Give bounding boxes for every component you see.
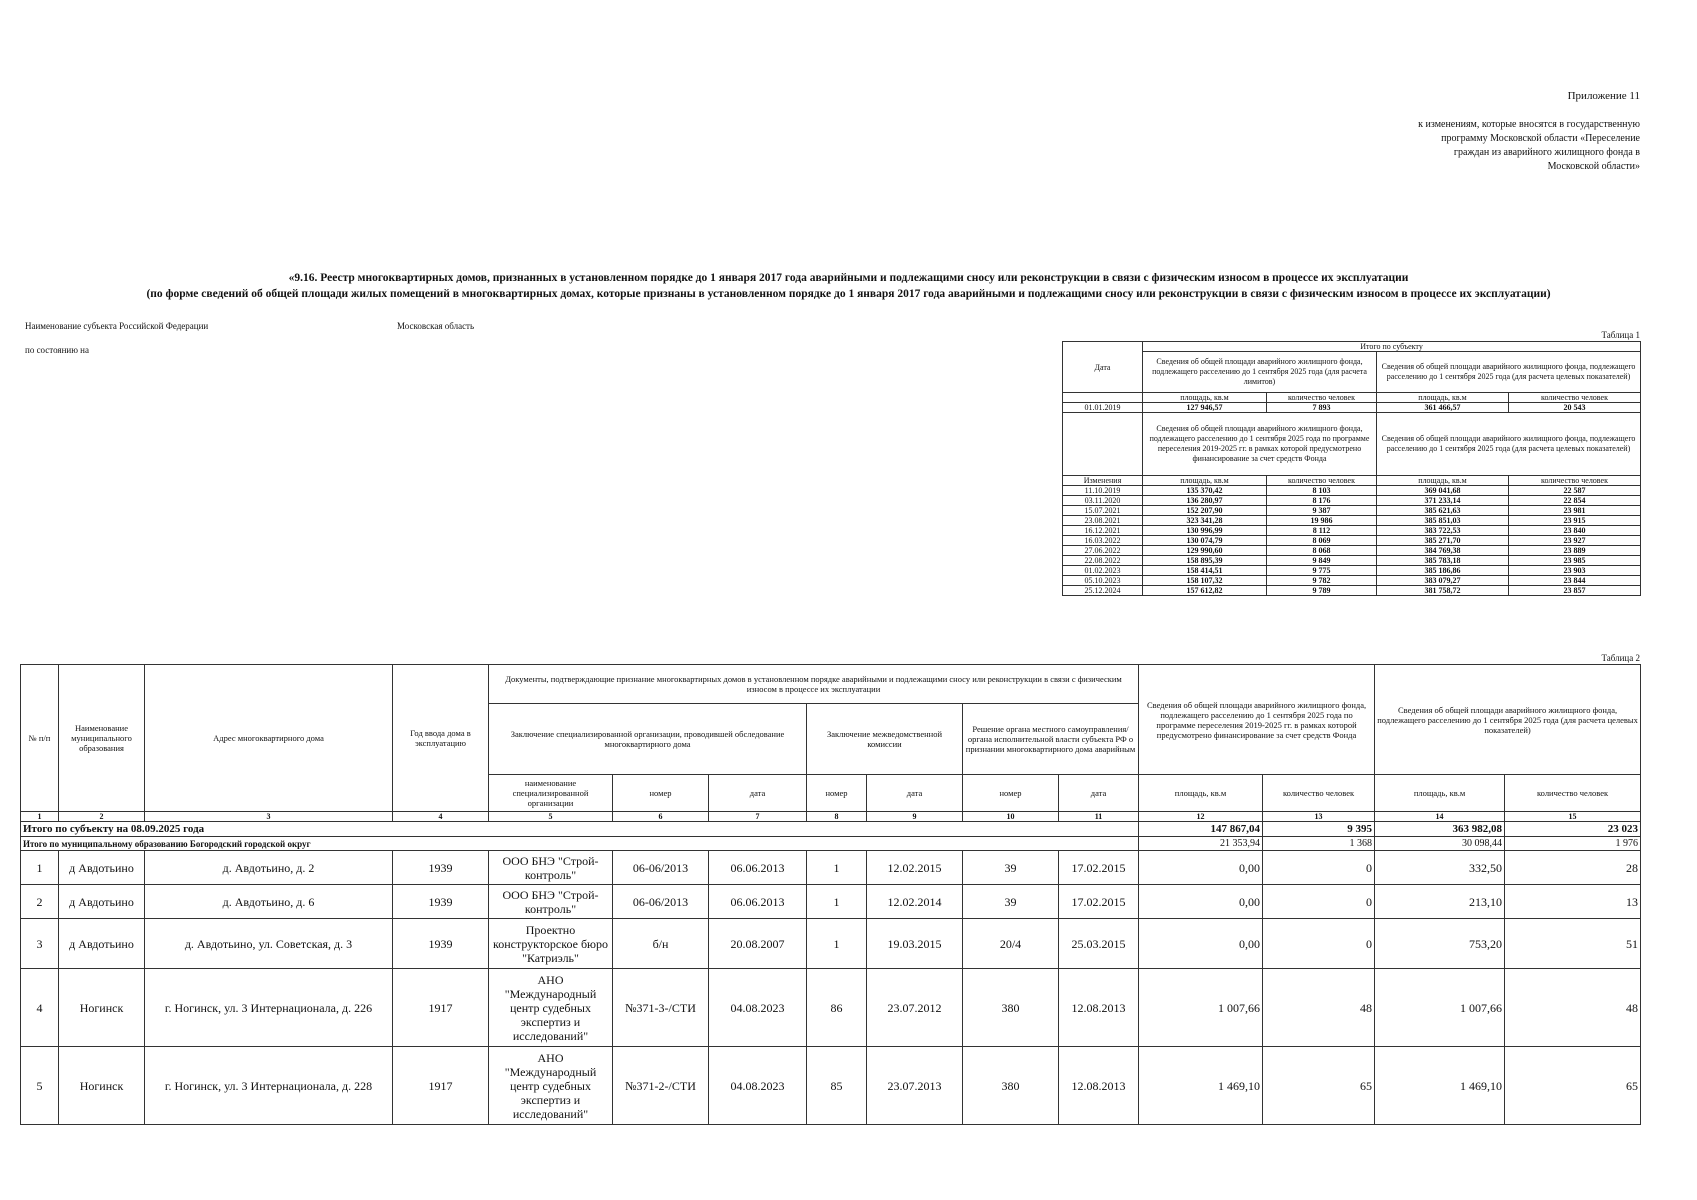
t2-cell-target-area: 753,20 — [1375, 919, 1505, 969]
t2-cell-no: 4 — [21, 969, 59, 1047]
t2-cell-mo: д Авдотьино — [59, 919, 145, 969]
t1-people-label: количество человек — [1267, 476, 1377, 486]
t2-cell-fund-area: 0,00 — [1139, 885, 1263, 919]
t2-subtotal-area-target: 30 098,44 — [1375, 837, 1505, 851]
t2-subtotal-people-target: 1 976 — [1505, 837, 1641, 851]
t1-row-fund-area: 158 895,39 — [1143, 556, 1267, 566]
t2-total-area-target: 363 982,08 — [1375, 822, 1505, 837]
t1-row-fund-people: 8 069 — [1267, 536, 1377, 546]
t2-cell-decision-date: 12.08.2013 — [1059, 969, 1139, 1047]
t2-cell-decision-number: 20/4 — [963, 919, 1059, 969]
t2-h-number: номер — [613, 775, 709, 812]
t1-row-target-area: 385 271,70 — [1377, 536, 1509, 546]
t1-row-date: 03.11.2020 — [1063, 496, 1143, 506]
table-row — [21, 885, 1641, 919]
t2-cell-target-area: 332,50 — [1375, 851, 1505, 885]
t2-h-year: Год ввода дома в эксплуатацию — [393, 665, 489, 812]
t2-cell-org: АНО "Международный центр судебных экспертиз и исследований" — [489, 1047, 613, 1125]
t2-cell-no: 5 — [21, 1047, 59, 1125]
t2-cell-mvk-number: 1 — [807, 851, 867, 885]
t2-cell-fund-people: 65 — [1263, 1047, 1375, 1125]
t1-row-target-area: 385 851,03 — [1377, 516, 1509, 526]
t2-column-index: 13 — [1263, 812, 1375, 822]
t2-column-index: 14 — [1375, 812, 1505, 822]
t1-row-target-people: 23 844 — [1509, 576, 1641, 586]
t2-column-index: 2 — [59, 812, 145, 822]
t1-row-fund-area: 130 996,99 — [1143, 526, 1267, 536]
t2-cell-year: 1917 — [393, 969, 489, 1047]
t1-total-header: Итого по субъекту — [1143, 342, 1641, 352]
t1-row-target-people: 23 981 — [1509, 506, 1641, 516]
t2-h-spec: Заключение специализированной организации, проводившей обследование многоквартирного дома — [489, 704, 807, 775]
t1-row — [1063, 516, 1641, 526]
t1-row-target-people: 23 903 — [1509, 566, 1641, 576]
t2-cell-year: 1939 — [393, 885, 489, 919]
t2-total-label: Итого по субъекту на 08.09.2025 года — [21, 822, 1139, 837]
t1-base-a-people: 7 893 — [1267, 403, 1377, 413]
t2-cell-fund-area: 1 469,10 — [1139, 1047, 1263, 1125]
t2-cell-target-people: 48 — [1505, 969, 1641, 1047]
table-row — [21, 851, 1641, 885]
t1-row-fund-people: 9 782 — [1267, 576, 1377, 586]
t1-area-label: площадь, кв.м — [1143, 393, 1267, 403]
t2-column-index: 3 — [145, 812, 393, 822]
t1-row-fund-people: 8 176 — [1267, 496, 1377, 506]
t2-cell-decision-date: 17.02.2015 — [1059, 851, 1139, 885]
t2-h-target: Сведения об общей площади аварийного жилищного фонда, подлежащего расселению до 1 сентября 2025 года (для расчета целевых показателей) — [1375, 665, 1641, 775]
t1-row-fund-area: 158 414,51 — [1143, 566, 1267, 576]
t1-people-label: количество человек — [1509, 393, 1641, 403]
t1-row-date: 15.07.2021 — [1063, 506, 1143, 516]
t2-cell-org: ООО БНЭ "Строй-контроль" — [489, 851, 613, 885]
t2-cell-spec-number: №371-3-/СТИ — [613, 969, 709, 1047]
t2-cell-spec-number: 06-06/2013 — [613, 851, 709, 885]
t2-subtotal-people-fund: 1 368 — [1263, 837, 1375, 851]
t1-group-b: Сведения об общей площади аварийного жилищного фонда, подлежащего расселению до 1 сентября 2025 года (для расчета целевых показателей) — [1377, 352, 1641, 393]
t2-cell-address: д. Авдотьино, д. 2 — [145, 851, 393, 885]
table2 — [20, 664, 1641, 1125]
t2-column-index: 12 — [1139, 812, 1263, 822]
appendix-subtitle — [1380, 118, 1640, 174]
t1-row-fund-area: 152 207,90 — [1143, 506, 1267, 516]
subtitle-line: Московской области» — [1547, 161, 1640, 172]
t2-subtotal-label: Итого по муниципальному образованию Богородский городской округ — [21, 837, 1139, 851]
t1-row-date: 25.12.2024 — [1063, 586, 1143, 596]
t2-cell-no: 1 — [21, 851, 59, 885]
t2-cell-spec-date: 06.06.2013 — [709, 885, 807, 919]
subtitle-line: к изменениям, которые вносятся в государственную — [1418, 119, 1640, 130]
t2-cell-target-area: 213,10 — [1375, 885, 1505, 919]
t2-cell-decision-number: 380 — [963, 969, 1059, 1047]
t1-changes-label: Изменения — [1063, 476, 1143, 486]
t2-column-index: 15 — [1505, 812, 1641, 822]
t2-h-mo: Наименование муниципального образования — [59, 665, 145, 812]
t1-row-fund-area: 129 990,60 — [1143, 546, 1267, 556]
t1-group-d: Сведения об общей площади аварийного жилищного фонда, подлежащего расселению до 1 сентября 2025 года (для расчета целевых показателей) — [1377, 413, 1641, 476]
t1-row-date: 23.08.2021 — [1063, 516, 1143, 526]
t1-row-target-area: 385 186,86 — [1377, 566, 1509, 576]
t2-h-docs: Документы, подтверждающие признание многоквартирных домов в установленном порядке аварийными и подлежащими сносу или реконструкции в связи с физическим износом в процессе их эксплуатации — [489, 665, 1139, 704]
t1-row — [1063, 506, 1641, 516]
t2-cell-org: АНО "Международный центр судебных экспертиз и исследований" — [489, 969, 613, 1047]
t2-h-people: количество человек — [1263, 775, 1375, 812]
t2-h-date: дата — [709, 775, 807, 812]
t2-cell-fund-people: 0 — [1263, 919, 1375, 969]
t2-cell-decision-number: 39 — [963, 851, 1059, 885]
t1-row-target-people: 23 985 — [1509, 556, 1641, 566]
t2-h-decision: Решение органа местного самоуправления/органа исполнительной власти субъекта РФ о признании многоквартирного дома аварийным — [963, 704, 1139, 775]
t1-row-date: 01.02.2023 — [1063, 566, 1143, 576]
table-row — [21, 919, 1641, 969]
t2-cell-fund-people: 0 — [1263, 851, 1375, 885]
t1-row-fund-people: 9 387 — [1267, 506, 1377, 516]
t1-row-date: 16.12.2021 — [1063, 526, 1143, 536]
t1-row-fund-people: 9 849 — [1267, 556, 1377, 566]
t2-cell-address: д. Авдотьино, ул. Советская, д. 3 — [145, 919, 393, 969]
appendix-label: Приложение 11 — [1567, 90, 1640, 102]
title-line-2: (по форме сведений об общей площади жилых помещений в многоквартирных домах, которые признаны в установленном порядке до 1 января 2017 года аварийными и подлежащими сносу или реконструкции в связи с физическим износом в процессе их эксплуатации) — [146, 288, 1551, 300]
t1-row-fund-area: 135 370,42 — [1143, 486, 1267, 496]
t2-cell-mo: д Авдотьино — [59, 851, 145, 885]
t2-cell-spec-date: 04.08.2023 — [709, 969, 807, 1047]
t2-cell-mvk-date: 23.07.2012 — [867, 969, 963, 1047]
t2-h-date: дата — [867, 775, 963, 812]
t1-row — [1063, 546, 1641, 556]
t2-cell-year: 1939 — [393, 851, 489, 885]
t1-row-target-area: 385 783,18 — [1377, 556, 1509, 566]
t2-h-date: дата — [1059, 775, 1139, 812]
t1-base-date: 01.01.2019 — [1063, 403, 1143, 413]
t1-row-target-people: 23 915 — [1509, 516, 1641, 526]
t2-cell-target-people: 51 — [1505, 919, 1641, 969]
table-row — [21, 1047, 1641, 1125]
t2-cell-mvk-date: 12.02.2015 — [867, 851, 963, 885]
t2-cell-decision-number: 39 — [963, 885, 1059, 919]
t1-row-fund-people: 19 986 — [1267, 516, 1377, 526]
t2-h-mvk: Заключение межведомственной комиссии — [807, 704, 963, 775]
t1-base-a-area: 127 946,57 — [1143, 403, 1267, 413]
t2-h-address: Адрес многоквартирного дома — [145, 665, 393, 812]
subject-label: Наименование субъекта Российской Федерации — [25, 321, 209, 331]
t2-cell-no: 3 — [21, 919, 59, 969]
t1-row-target-area: 369 041,68 — [1377, 486, 1509, 496]
t2-cell-mo: Ногинск — [59, 969, 145, 1047]
t2-cell-mvk-number: 1 — [807, 885, 867, 919]
t1-base-b-area: 361 466,57 — [1377, 403, 1509, 413]
t1-group-c: Сведения об общей площади аварийного жилищного фонда, подлежащего расселению до 1 сентября 2025 года по программе переселения 2019-2025 гг. в рамках которой предусмотрено финансирование за счет средств Фонда — [1143, 413, 1377, 476]
t2-h-area: площадь, кв.м — [1375, 775, 1505, 812]
t1-row-target-area: 383 722,53 — [1377, 526, 1509, 536]
t2-h-people: количество человек — [1505, 775, 1641, 812]
as-of-label: по состоянию на — [25, 345, 89, 355]
t1-row — [1063, 536, 1641, 546]
t1-row-fund-area: 157 612,82 — [1143, 586, 1267, 596]
t2-cell-decision-date: 17.02.2015 — [1059, 885, 1139, 919]
t2-cell-fund-area: 0,00 — [1139, 851, 1263, 885]
t2-total-people-fund: 9 395 — [1263, 822, 1375, 837]
t1-row-fund-people: 8 112 — [1267, 526, 1377, 536]
t1-row-fund-area: 323 341,28 — [1143, 516, 1267, 526]
subtitle-line: граждан из аварийного жилищного фонда в — [1453, 147, 1640, 158]
t2-cell-spec-date: 06.06.2013 — [709, 851, 807, 885]
t2-column-index: 11 — [1059, 812, 1139, 822]
t2-cell-mo: Ногинск — [59, 1047, 145, 1125]
t2-cell-mvk-number: 86 — [807, 969, 867, 1047]
t1-row — [1063, 486, 1641, 496]
t1-people-label: количество человек — [1509, 476, 1641, 486]
t1-area-label: площадь, кв.м — [1377, 393, 1509, 403]
t1-row — [1063, 576, 1641, 586]
t2-cell-mo: д Авдотьино — [59, 885, 145, 919]
t2-h-number: номер — [807, 775, 867, 812]
t1-row-fund-area: 158 107,32 — [1143, 576, 1267, 586]
t1-row-target-area: 371 233,14 — [1377, 496, 1509, 506]
t2-cell-spec-date: 04.08.2023 — [709, 1047, 807, 1125]
t1-row — [1063, 556, 1641, 566]
t2-cell-target-people: 28 — [1505, 851, 1641, 885]
t2-cell-no: 2 — [21, 885, 59, 919]
t2-column-index: 4 — [393, 812, 489, 822]
t1-row-fund-people: 9 789 — [1267, 586, 1377, 596]
t2-subtotal-area-fund: 21 353,94 — [1139, 837, 1263, 851]
t1-area-label: площадь, кв.м — [1143, 476, 1267, 486]
t1-date-header: Дата — [1063, 342, 1143, 393]
subtitle-line: программу Московской области «Переселение — [1441, 133, 1640, 144]
t2-column-index: 7 — [709, 812, 807, 822]
t2-cell-mvk-number: 1 — [807, 919, 867, 969]
t2-column-index: 5 — [489, 812, 613, 822]
t2-h-orgname: наименование специализированной организации — [489, 775, 613, 812]
t1-base-b-people: 20 543 — [1509, 403, 1641, 413]
t1-row-fund-area: 130 074,79 — [1143, 536, 1267, 546]
t1-area-label: площадь, кв.м — [1377, 476, 1509, 486]
t2-h-number: номер — [963, 775, 1059, 812]
t2-cell-mvk-date: 23.07.2013 — [867, 1047, 963, 1125]
table1-caption: Таблица 1 — [1601, 330, 1640, 340]
t2-cell-year: 1917 — [393, 1047, 489, 1125]
t2-column-index: 10 — [963, 812, 1059, 822]
t1-row-target-people: 23 840 — [1509, 526, 1641, 536]
t1-row-date: 11.10.2019 — [1063, 486, 1143, 496]
t1-row-target-people: 22 587 — [1509, 486, 1641, 496]
t1-row — [1063, 566, 1641, 576]
t1-row — [1063, 526, 1641, 536]
t2-column-index: 1 — [21, 812, 59, 822]
t1-row-target-area: 385 621,63 — [1377, 506, 1509, 516]
t2-cell-spec-date: 20.08.2007 — [709, 919, 807, 969]
t2-cell-target-people: 13 — [1505, 885, 1641, 919]
t1-row-date: 27.06.2022 — [1063, 546, 1143, 556]
t1-group-a: Сведения об общей площади аварийного жилищного фонда, подлежащего расселению до 1 сентября 2025 года (для расчета лимитов) — [1143, 352, 1377, 393]
t2-cell-org: Проектно конструкторское бюро "Катриэль" — [489, 919, 613, 969]
t2-h-fund: Сведения об общей площади аварийного жилищного фонда, подлежащего расселению до 1 сентября 2025 года по программе переселения 2019-2025 гг. в рамках которой предусмотрено финансирование за счет средств Фонда — [1139, 665, 1375, 775]
t2-total-area-fund: 147 867,04 — [1139, 822, 1263, 837]
t2-cell-target-people: 65 — [1505, 1047, 1641, 1125]
t2-cell-fund-area: 0,00 — [1139, 919, 1263, 969]
t1-row-target-people: 23 857 — [1509, 586, 1641, 596]
subject-value: Московская область — [397, 321, 475, 331]
t2-cell-spec-number: 06-06/2013 — [613, 885, 709, 919]
t2-cell-mvk-date: 19.03.2015 — [867, 919, 963, 969]
table2-caption: Таблица 2 — [1601, 653, 1640, 663]
t1-row-target-area: 381 758,72 — [1377, 586, 1509, 596]
t2-cell-fund-people: 48 — [1263, 969, 1375, 1047]
t2-cell-target-area: 1 007,66 — [1375, 969, 1505, 1047]
t2-cell-fund-area: 1 007,66 — [1139, 969, 1263, 1047]
t1-row-fund-area: 136 280,97 — [1143, 496, 1267, 506]
t1-row — [1063, 586, 1641, 596]
document-title — [0, 270, 1697, 302]
t1-row-target-people: 23 889 — [1509, 546, 1641, 556]
title-line-1: «9.16. Реестр многоквартирных домов, признанных в установленном порядке до 1 января 2017 года аварийными и подлежащими сносу или реконструкции в связи с физическим износом в процессе их эксплуатации — [288, 272, 1409, 284]
t1-row-date: 22.08.2022 — [1063, 556, 1143, 566]
t2-cell-spec-number: №371-2-/СТИ — [613, 1047, 709, 1125]
t2-cell-org: ООО БНЭ "Строй-контроль" — [489, 885, 613, 919]
t1-people-label: количество человек — [1267, 393, 1377, 403]
t1-row-target-area: 383 079,27 — [1377, 576, 1509, 586]
t2-cell-decision-number: 380 — [963, 1047, 1059, 1125]
table1 — [1062, 341, 1641, 596]
t1-empty-cell — [1063, 413, 1143, 476]
t2-cell-mvk-date: 12.02.2014 — [867, 885, 963, 919]
t1-row-target-people: 23 927 — [1509, 536, 1641, 546]
t2-column-index-row — [21, 812, 1641, 822]
t2-cell-address: г. Ногинск, ул. 3 Интернационала, д. 226 — [145, 969, 393, 1047]
t2-cell-fund-people: 0 — [1263, 885, 1375, 919]
t1-row-fund-people: 8 103 — [1267, 486, 1377, 496]
t1-empty-cell — [1063, 393, 1143, 403]
t2-cell-year: 1939 — [393, 919, 489, 969]
t2-column-index: 9 — [867, 812, 963, 822]
t2-cell-address: д. Авдотьино, д. 6 — [145, 885, 393, 919]
t2-column-index: 8 — [807, 812, 867, 822]
t2-cell-spec-number: б/н — [613, 919, 709, 969]
t2-cell-mvk-number: 85 — [807, 1047, 867, 1125]
t2-total-people-target: 23 023 — [1505, 822, 1641, 837]
t2-h-area: площадь, кв.м — [1139, 775, 1263, 812]
t1-row — [1063, 496, 1641, 506]
t1-row-fund-people: 8 068 — [1267, 546, 1377, 556]
t2-cell-decision-date: 12.08.2013 — [1059, 1047, 1139, 1125]
t1-row-fund-people: 9 775 — [1267, 566, 1377, 576]
t2-cell-target-area: 1 469,10 — [1375, 1047, 1505, 1125]
table-row — [21, 969, 1641, 1047]
t1-row-target-people: 22 854 — [1509, 496, 1641, 506]
t2-cell-address: г. Ногинск, ул. 3 Интернационала, д. 228 — [145, 1047, 393, 1125]
t1-row-date: 16.03.2022 — [1063, 536, 1143, 546]
t2-cell-decision-date: 25.03.2015 — [1059, 919, 1139, 969]
t2-h-no: № п/п — [21, 665, 59, 812]
t2-column-index: 6 — [613, 812, 709, 822]
t1-row-date: 05.10.2023 — [1063, 576, 1143, 586]
t1-row-target-area: 384 769,38 — [1377, 546, 1509, 556]
